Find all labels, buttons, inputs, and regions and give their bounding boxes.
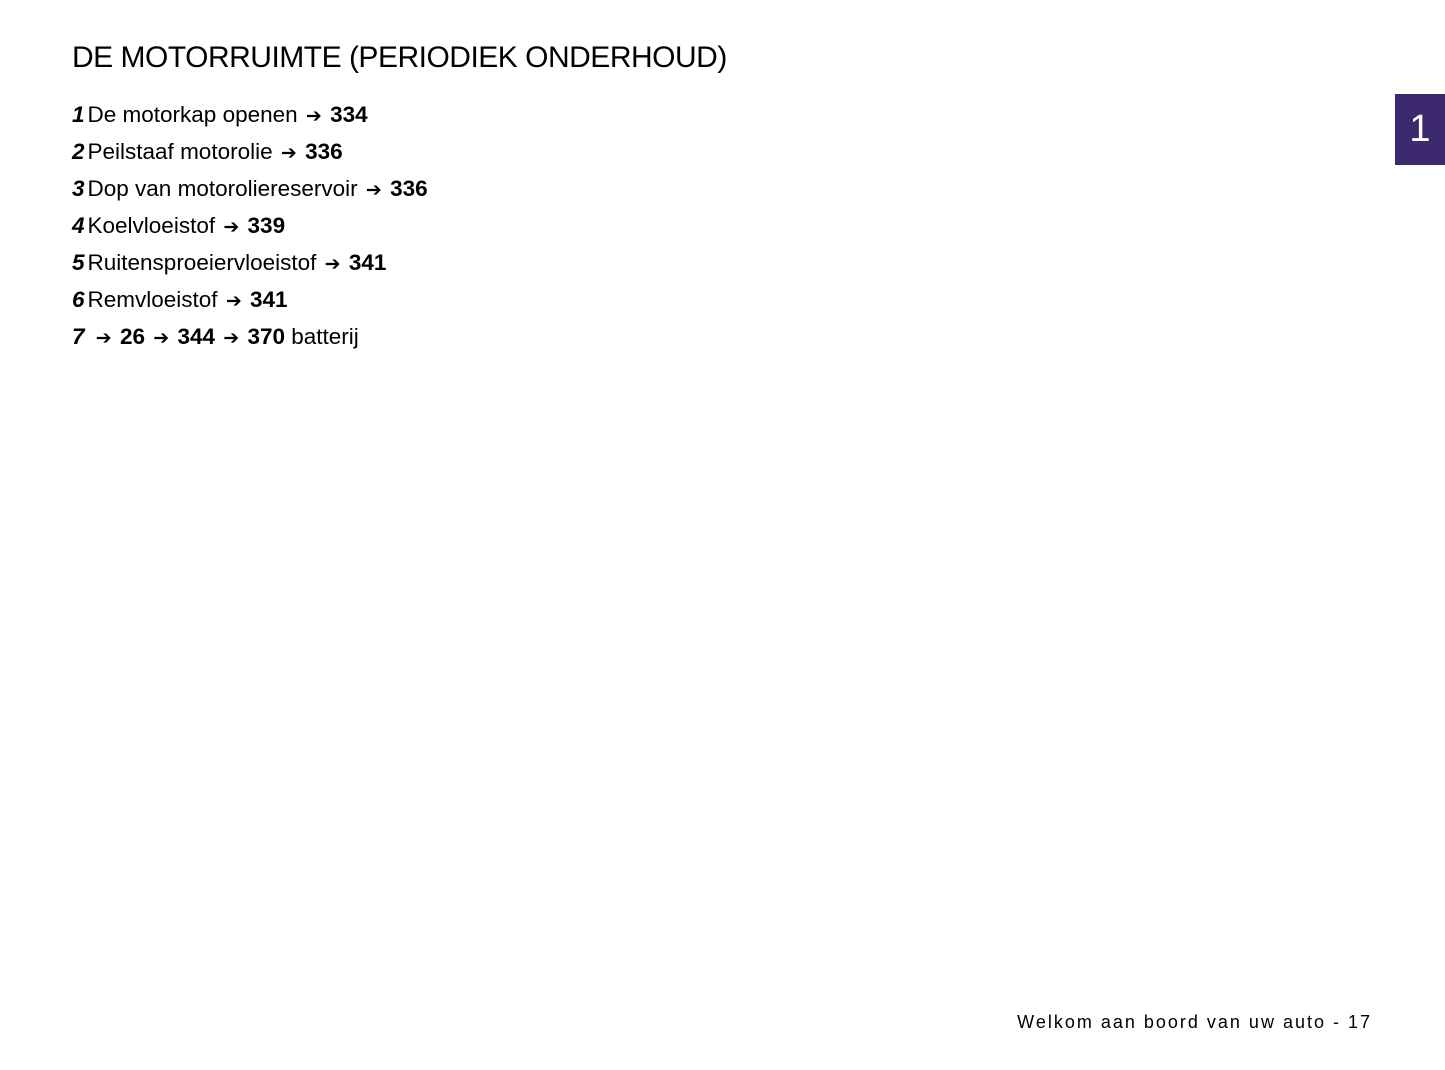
item-number: 2 bbox=[72, 139, 85, 164]
page-reference-link[interactable]: 336 bbox=[305, 139, 343, 164]
page-reference-link[interactable]: 341 bbox=[250, 287, 288, 312]
page-reference-link[interactable]: 341 bbox=[348, 250, 387, 275]
arrow-right-icon: ➔ bbox=[324, 254, 341, 275]
list-item bbox=[72, 97, 428, 134]
item-number: 7 bbox=[72, 324, 85, 349]
arrow-right-icon: ➔ bbox=[365, 180, 382, 201]
page-reference-link[interactable]: 334 bbox=[330, 102, 368, 127]
list-item bbox=[72, 245, 428, 282]
arrow-right-icon: ➔ bbox=[223, 328, 240, 349]
item-label: Peilstaaf motorolie bbox=[87, 139, 273, 164]
item-label: Ruitensproeiervloeistof bbox=[87, 250, 317, 275]
arrow-right-icon: ➔ bbox=[280, 143, 297, 164]
item-list bbox=[72, 97, 428, 356]
arrow-right-icon: ➔ bbox=[305, 106, 322, 127]
page-reference-link[interactable]: 370 bbox=[247, 324, 285, 349]
list-item bbox=[72, 208, 428, 245]
page-reference-link[interactable]: 339 bbox=[247, 213, 286, 238]
page-reference-link[interactable]: 336 bbox=[390, 176, 428, 201]
item-number: 5 bbox=[72, 250, 85, 275]
arrow-right-icon: ➔ bbox=[153, 328, 170, 349]
item-label: Remvloeistof bbox=[87, 287, 218, 312]
item-label: Dop van motoroliereservoir bbox=[87, 176, 358, 201]
arrow-right-icon: ➔ bbox=[225, 291, 242, 312]
page-reference-link[interactable]: 26 bbox=[119, 324, 145, 349]
page-reference-link[interactable]: 344 bbox=[177, 324, 215, 349]
list-item bbox=[72, 171, 428, 208]
chapter-tab: 1 bbox=[1395, 94, 1445, 165]
item-label: De motorkap openen bbox=[87, 102, 298, 127]
arrow-right-icon: ➔ bbox=[223, 217, 240, 238]
item-number: 3 bbox=[72, 176, 85, 201]
list-item bbox=[72, 134, 428, 171]
item-number: 4 bbox=[72, 213, 85, 238]
item-number: 6 bbox=[72, 287, 85, 312]
item-suffix: batterij bbox=[291, 324, 359, 349]
item-number: 1 bbox=[72, 102, 85, 127]
arrow-right-icon: ➔ bbox=[95, 328, 112, 349]
list-item bbox=[72, 319, 428, 356]
item-label: Koelvloeistof bbox=[87, 213, 216, 238]
page-title: DE MOTORRUIMTE (PERIODIEK ONDERHOUD) bbox=[72, 41, 727, 74]
page-footer: Welkom aan boord van uw auto - 17 bbox=[1017, 1012, 1372, 1032]
list-item bbox=[72, 282, 428, 319]
